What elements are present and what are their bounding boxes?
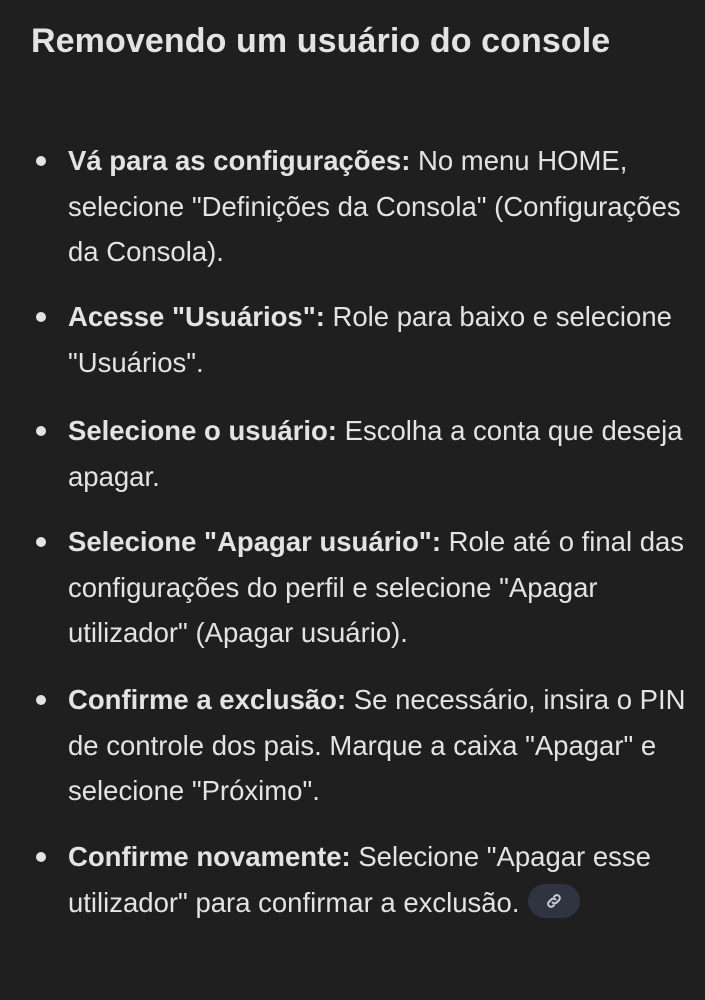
bullet-point (36, 312, 46, 322)
section-heading: Removendo um usuário do console (31, 22, 611, 60)
bullet-point (36, 852, 46, 862)
step-text: Escolha a conta que deseja apagar. (68, 415, 683, 492)
step-heading: Confirme a exclusão: (68, 684, 347, 715)
step-heading: Acesse "Usuários": (68, 301, 325, 332)
bullet-point (36, 695, 46, 705)
list-item (68, 519, 688, 656)
step-text: No menu HOME, selecione "Definições da Consola" (Configurações da Consola). (68, 145, 681, 267)
list-item (68, 677, 688, 814)
step-text: Role até o final das configurações do perfil e selecione "Apagar utilizador" (Apagar usuário). (68, 526, 685, 648)
step-text: Selecione "Apagar esse utilizador" para confirmar a exclusão. (68, 841, 651, 918)
bullet-point (36, 537, 46, 547)
step-heading: Vá para as configurações: (68, 145, 411, 176)
source-link-button[interactable] (528, 884, 580, 918)
bullet-point (36, 156, 46, 166)
step-text: Role para baixo e selecione "Usuários". (68, 301, 672, 378)
bullet-point (36, 426, 46, 436)
list-item (68, 834, 688, 925)
step-heading: Confirme novamente: (68, 841, 351, 872)
list-item (68, 294, 688, 385)
list-item (68, 138, 688, 275)
list-item (68, 408, 688, 499)
step-heading: Selecione o usuário: (68, 415, 337, 446)
link-icon (545, 892, 563, 910)
step-heading: Selecione "Apagar usuário": (68, 526, 441, 557)
step-text: Se necessário, insira o PIN de controle dos pais. Marque a caixa "Apagar" e selecione "Próximo". (68, 684, 686, 806)
